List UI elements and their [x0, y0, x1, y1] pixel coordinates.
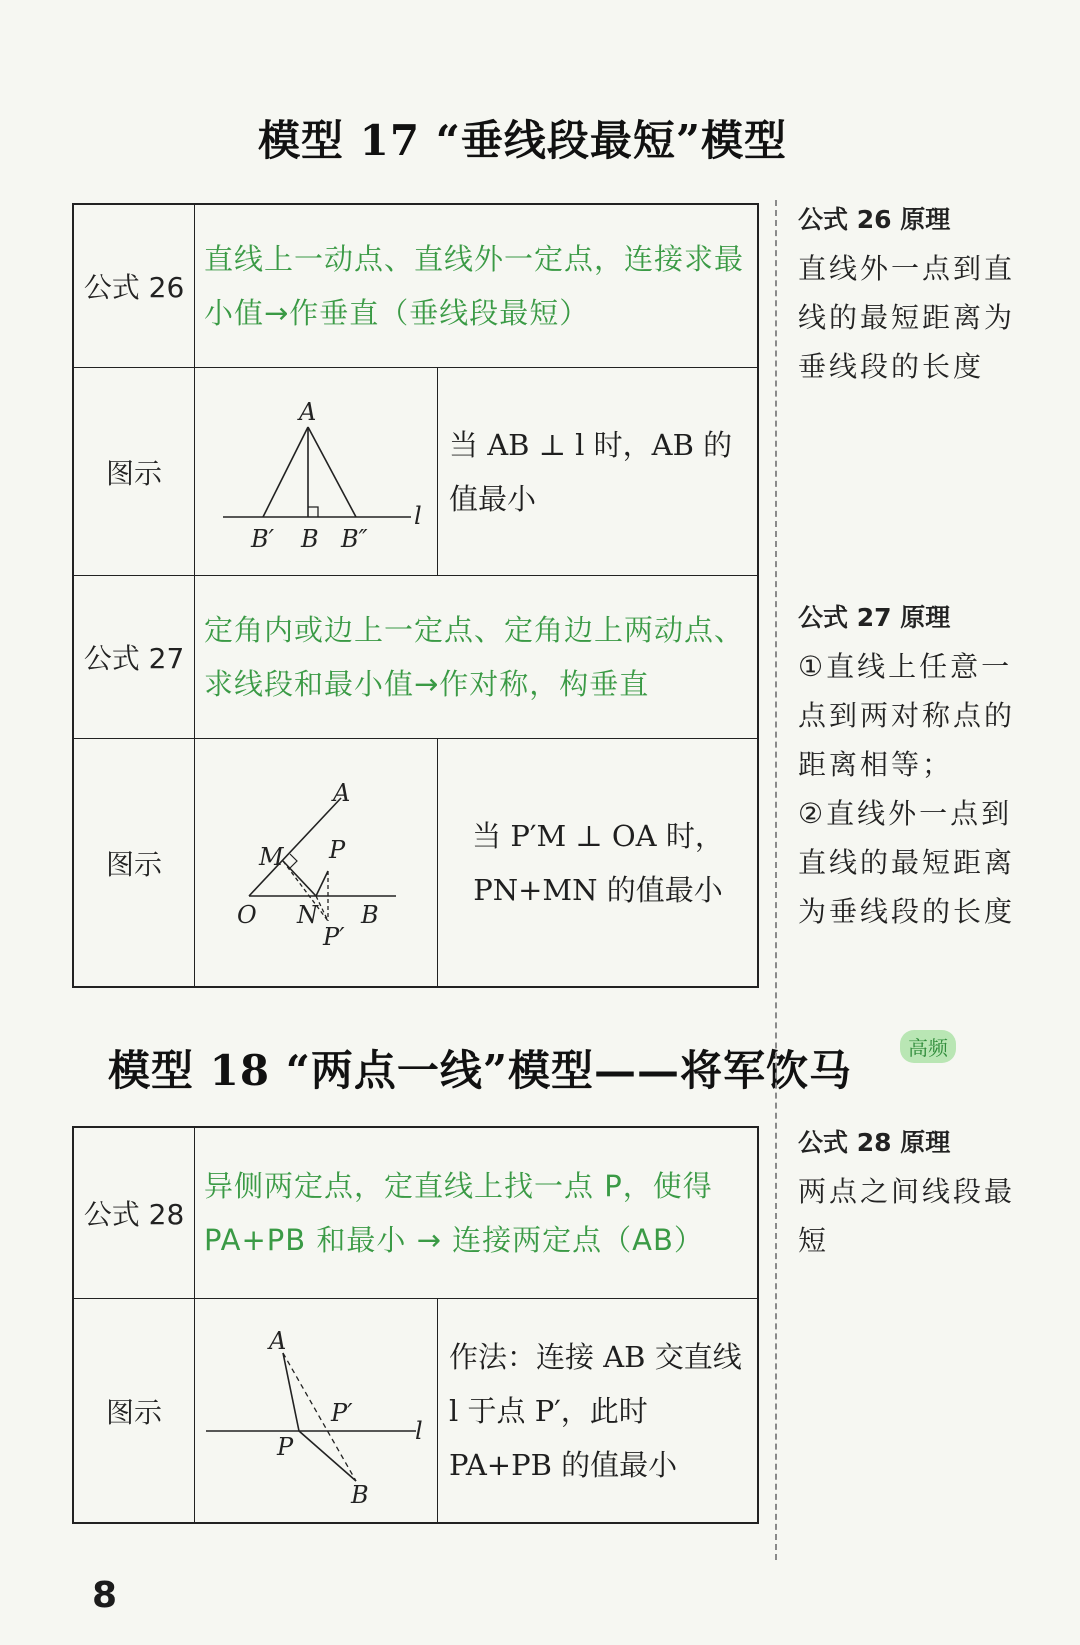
figure-27-description-line-2: PN+MN 的值最小 [473, 873, 723, 907]
high-frequency-badge: 高频 [900, 1030, 956, 1063]
point-P-label: P [329, 836, 346, 864]
figure-27-label: 图示 [105, 848, 162, 881]
point-M-label: M [259, 843, 284, 871]
figure-27-description-line-1: 当 P′M ⊥ OA 时， [472, 819, 724, 853]
figure-28-description: 作法：连接 AB 交直线 l 于点 P′，此时 PA+PB 的值最小 [449, 1339, 742, 1482]
side-note-26-body: 直线外一点到直线的最短距离为垂线段的长度 [798, 252, 1016, 383]
point-B-prime-label: B′ [251, 524, 275, 553]
side-note-28-body: 两点之间线段最短 [798, 1175, 1016, 1257]
point-P-prime-label: P′ [323, 923, 345, 951]
figure-26-description: 当 AB ⊥ l 时，AB 的值最小 [449, 427, 733, 516]
figure-28-label: 图示 [105, 1395, 162, 1429]
side-note-28-title: 公式 28 原理 [798, 1128, 951, 1157]
line-l-label: l [414, 501, 422, 530]
model-17-title: 模型 17 “垂线段最短”模型 [258, 116, 788, 165]
point-A-label: A [333, 779, 351, 807]
figure-26-label: 图示 [105, 456, 162, 490]
model-17-table [72, 203, 759, 988]
formula-27-text: 定角内或边上一定点、定角边上两动点、求线段和最小值→作对称，构垂直 [204, 613, 745, 701]
model-18-title: 模型 18 “两点一线”模型——将军饮马 [108, 1046, 853, 1095]
formula-28-text: 异侧两定点，定直线上找一点 P，使得 PA+PB 和最小 → 连接两定点（AB） [204, 1169, 713, 1257]
side-note-28 [798, 1123, 1018, 1265]
point-A-label: A [299, 397, 317, 426]
side-note-26-title: 公式 26 原理 [798, 205, 951, 234]
side-note-27 [798, 598, 1018, 936]
point-B-label: B [351, 1481, 369, 1509]
side-note-26 [798, 200, 1018, 391]
model-18-table [72, 1126, 759, 1524]
formula-27-label: 公式 27 [83, 642, 185, 675]
figure-28-diagram [196, 1299, 436, 1522]
formula-26-label: 公式 26 [83, 271, 185, 304]
side-note-27-title: 公式 27 原理 [798, 603, 951, 632]
figure-26-diagram [196, 368, 436, 575]
margin-dashed-divider [775, 200, 777, 1560]
point-P-prime-label: P′ [331, 1399, 353, 1427]
point-N-label: N [297, 901, 318, 929]
line-l-label: l [415, 1417, 423, 1445]
point-O-label: O [237, 901, 257, 929]
formula-26-text: 直线上一动点、直线外一定点，连接求最小值→作垂直（垂线段最短） [204, 242, 745, 330]
point-A-label: A [269, 1327, 287, 1355]
point-B-double-prime-label: B″ [341, 524, 368, 553]
point-B-label: B [301, 524, 319, 553]
figure-27-description [439, 739, 757, 987]
figure-27-diagram [196, 739, 436, 987]
page-number: 8 [92, 1575, 118, 1616]
point-B-label: B [361, 901, 379, 929]
formula-28-label: 公式 28 [83, 1198, 185, 1231]
side-note-27-body-2: ②直线外一点到直线的最短距离为垂线段的长度 [798, 797, 1016, 928]
side-note-27-body-1: ①直线上任意一点到两对称点的距离相等； [798, 650, 1016, 781]
point-P-label: P [277, 1433, 294, 1461]
